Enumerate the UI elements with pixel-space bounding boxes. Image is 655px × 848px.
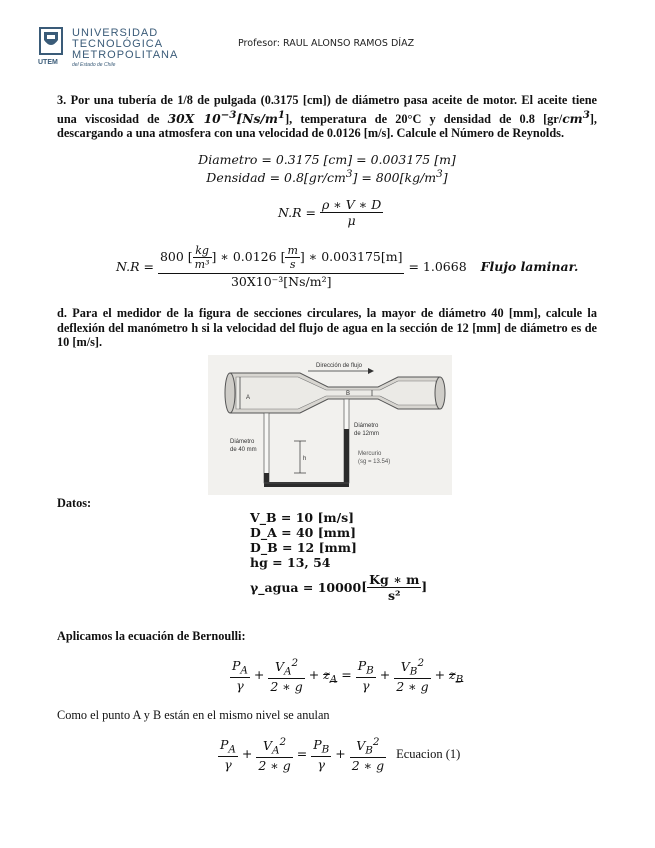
gamma-numerator: Kg ∗ m — [369, 572, 420, 587]
diameter-a-line-2: de 40 mm — [230, 447, 257, 453]
calc-diameter: ∗ 0.003175[m] — [308, 249, 403, 264]
datos-db: D_B = 12 [mm] — [250, 540, 357, 555]
viscosity-unit-exponent: 1 — [277, 108, 286, 121]
datos-gamma: γ_agua = 10000[ $\frac{Kg ∗ m}{\text{s²}}$ ] — [250, 572, 428, 603]
utem-emblem — [38, 26, 228, 70]
flow-direction-label: Dirección de flujo — [316, 363, 363, 369]
density-eq-part-a: Densidad = 0.8[gr/cm — [206, 170, 346, 186]
university-subtitle: del Estado de Chile — [72, 62, 116, 68]
density-equation: Densidad = $0.8[gr/cm^3] = 800[kg/m^3]$ — [206, 168, 448, 186]
mercury-line-1: Mercurio — [358, 451, 382, 457]
reynolds-formula — [278, 197, 383, 228]
problem-3-statement — [57, 93, 597, 141]
same-level-explanation: Como el punto A y B están en el mismo nivel se anulan — [57, 708, 330, 722]
bernoulli-title: Aplicamos la ecuación de Bernoulli: — [57, 629, 246, 643]
calc-result: = 1.0668 — [408, 259, 467, 274]
h-label: h — [303, 456, 307, 462]
utem-acronym: UTEM — [38, 59, 58, 66]
professor-name: Profesor: RAUL ALONSO RAMOS DÍAZ — [238, 38, 415, 49]
equation-1-label: Ecuacion (1) — [396, 746, 461, 761]
problem-d-statement: d. Para el medidor de la figura de secciones circulares, la mayor de diámetro 40 [mm], calcule la deflexión del manómetro h si la velocidad del flujo de agua en la sección de 12 [mm] de diámetro es de 10 [m/s]. — [57, 306, 597, 350]
calc-velocity: ∗ 0.0126 — [220, 249, 277, 264]
university-line-3: METROPOLITANA — [72, 49, 179, 61]
datos-vb: V_B = 10 [m/s] — [250, 510, 355, 525]
diameter-a-line-1: Diámetro — [230, 439, 255, 445]
problem-3-text-c: ], descargando a una atmosfera con una velocidad de 0.0126 [m/s]. Calcule el Número de Reynolds. — [57, 111, 597, 141]
density-unit: cm — [562, 110, 583, 126]
reynolds-numerator: ρ ∗ V ∗ D — [321, 197, 382, 212]
density-eq-part-b: ] = 800[kg/m — [352, 170, 437, 186]
flow-type: Flujo laminar. — [480, 259, 579, 274]
density-eq-part-c: ] — [442, 170, 448, 186]
diameter-b-line-2: de 12mm — [354, 431, 380, 437]
gamma-denominator: s² — [387, 588, 401, 603]
datos-da: D_A = 40 [mm] — [250, 525, 356, 540]
point-a-label: A — [246, 395, 251, 401]
problem-3-text-a: 3. Por una tubería de 1/8 de pulgada (0.3175 [cm]) de diámetro pasa aceite de motor. El aceite tiene una viscosidad de — [57, 93, 597, 126]
calc-denominator: 30X10⁻³[Ns/m²] — [230, 274, 332, 289]
diameter-equation: Diametro = 0.3175 [cm] = 0.003175 [m] — [198, 152, 456, 167]
datos-hg: hg = 13, 54 — [250, 555, 331, 570]
equation-1: $\frac{P_A}{\gamma}$ + $\frac{V_A^2}{2 ∗ g}$ = $\frac{P_B}{\gamma}$ + $\frac{V_B^2}{2 ∗ g}$ Ecuacion (1) — [220, 736, 461, 773]
university-line-2: TECNOLÓGICA — [72, 38, 164, 50]
viscosity-exponent: −3 — [220, 108, 237, 121]
diameter-b-line-1: Diámetro — [354, 423, 379, 429]
datos-title: Datos: — [57, 496, 92, 510]
reynolds-calculation: N.R = 800 [ $\frac{kg}{\text{m³}}$ ] ∗ 0.0126 [ $\frac{m}{s}$ ] ∗ 0.003175[m] 30X10⁻³[Ns/m²] = 1.0668 Flujo laminar. — [116, 244, 579, 289]
viscosity-unit: [Ns/m — [236, 110, 278, 126]
calc-s: s — [289, 258, 296, 271]
bernoulli-equation: $\frac{P_A}{\gamma}$ + $\frac{V_A^2}{2 ∗ g}$ + $z_A$ = $\frac{P_B}{\gamma}$ + $\frac{V_B^2}{2 ∗ g}$ + $z_B$ — [232, 657, 464, 694]
viscosity-value: 30X 10 — [167, 110, 221, 126]
mercury-line-2: (sg = 13.54) — [358, 459, 391, 465]
university-line-1: UNIVERSIDAD — [72, 27, 159, 39]
calc-kg: kg — [193, 244, 212, 258]
calc-m: m — [287, 244, 298, 257]
density-exponent: 3 — [582, 108, 590, 121]
venturi-meter-figure — [208, 355, 452, 495]
problem-3-text-b: ], temperatura de 20°C y densidad de 0.8 [gr/ — [285, 111, 563, 126]
gamma-lhs: γ_agua = 10000 — [250, 580, 362, 595]
point-b-label: B — [346, 391, 351, 397]
reynolds-label: N.R = — [278, 205, 320, 220]
calc-m3: m³ — [194, 258, 210, 271]
calc-800: 800 — [159, 249, 184, 264]
calc-lhs: N.R = — [116, 259, 158, 274]
utem-logo — [38, 26, 228, 70]
reynolds-denominator: μ — [347, 213, 356, 228]
